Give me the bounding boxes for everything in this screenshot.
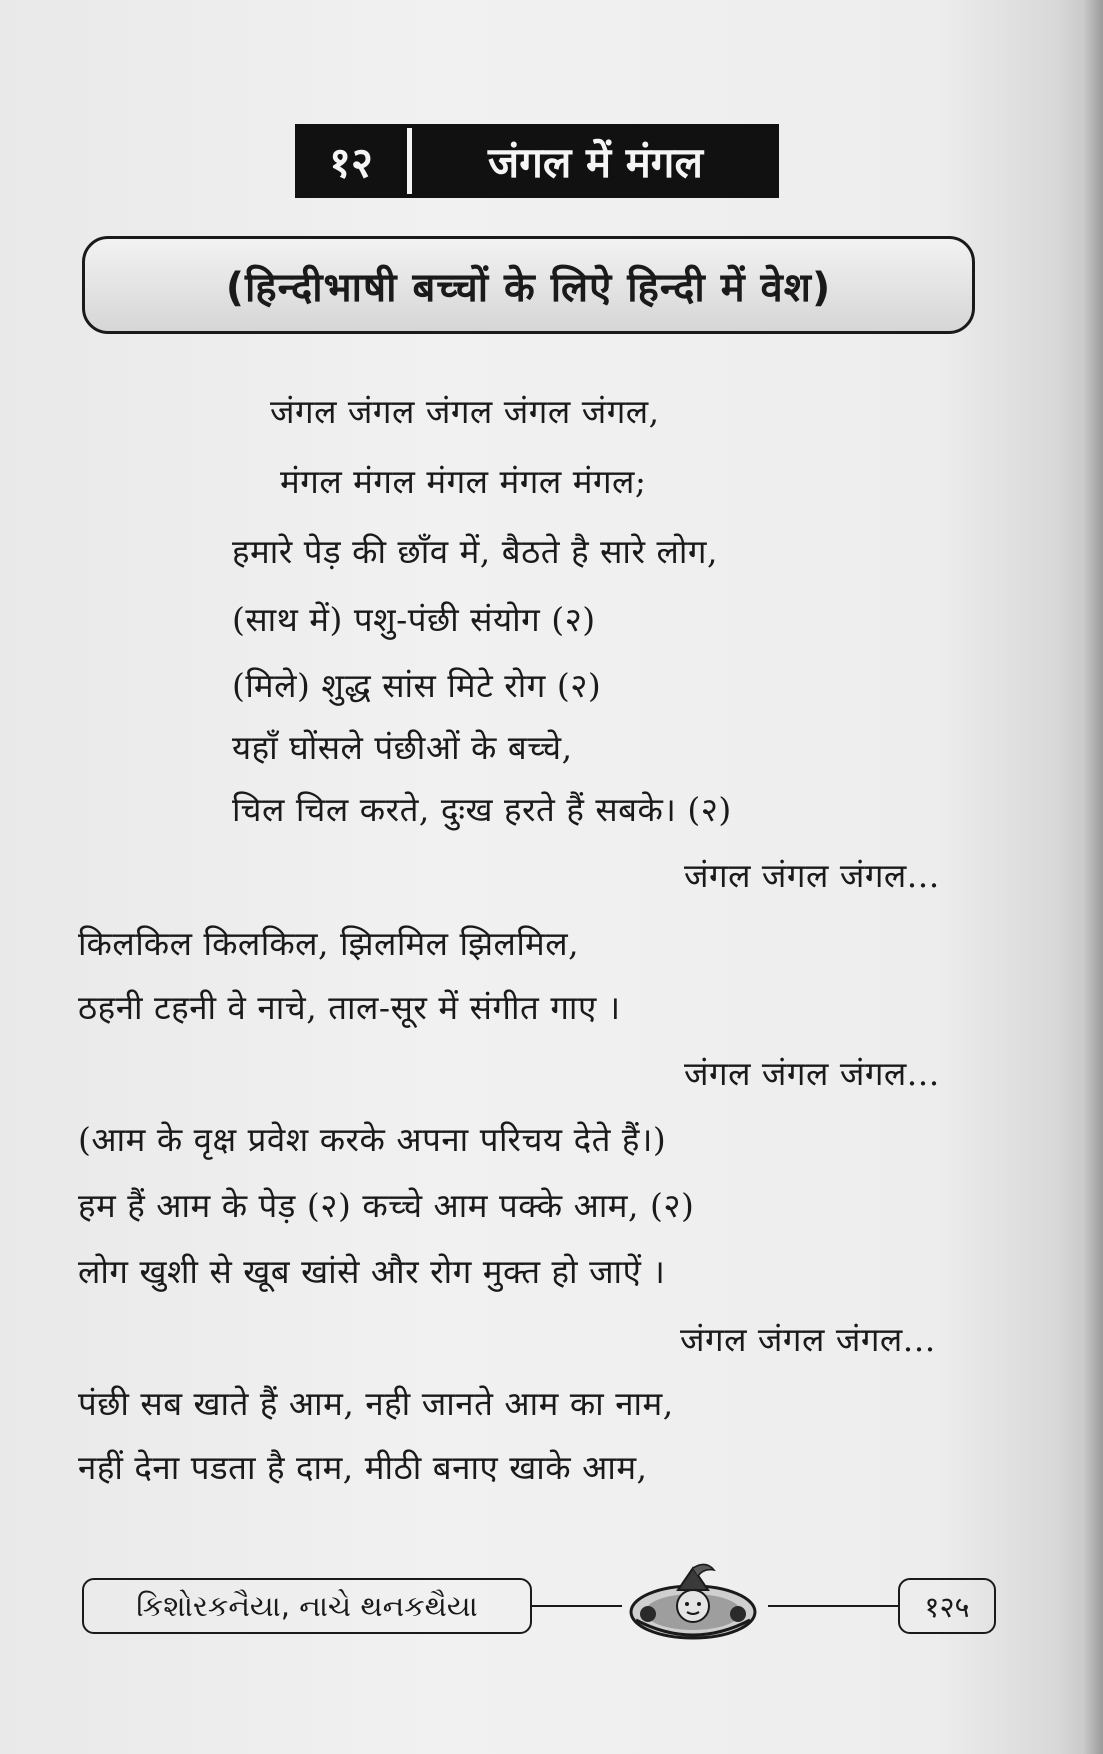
poem-line: पंछी सब खाते हैं आम, नही जानते आम का नाम, — [78, 1384, 674, 1423]
subtitle-text: (हिन्दीभाषी बच्चों के लिऐ हिन्दी में वेश) — [225, 264, 832, 311]
poem-refrain: जंगल जंगल जंगल... — [684, 856, 940, 895]
poem-line: (मिले) शुद्ध सांस मिटे रोग (२) — [232, 666, 602, 705]
poem-line: जंगल जंगल जंगल जंगल जंगल, — [270, 392, 660, 431]
footer-rule-right — [768, 1605, 900, 1607]
poem-refrain: जंगल जंगल जंगल... — [684, 1054, 940, 1093]
poem-line: मंगल मंगल मंगल मंगल मंगल; — [280, 462, 647, 501]
poem-line: किलकिल किलकिल, झिलमिल झिलमिल, — [78, 924, 580, 963]
book-spine-shadow — [1081, 0, 1103, 1754]
page-number: १२५ — [924, 1589, 970, 1624]
book-title-box — [82, 1578, 532, 1634]
book-title: કિશોરકનૈયા, નાચે થનકથૈયા — [136, 1588, 478, 1623]
chapter-title-banner — [295, 124, 779, 198]
stage-direction: (आम के वृक्ष प्रवेश करके अपना परिचय देते हैं।) — [78, 1120, 667, 1159]
poem-line: (साथ में) पशु-पंछी संयोग (२) — [232, 600, 596, 639]
poem-line: यहाँ घोंसले पंछीओं के बच्चे, — [232, 728, 573, 767]
subtitle-box — [82, 236, 975, 334]
chapter-number: १२ — [329, 137, 373, 187]
poem-refrain: जंगल जंगल जंगल... — [680, 1320, 936, 1359]
page-number-box — [898, 1578, 996, 1634]
poem-line: हम हैं आम के पेड़ (२) कच्चे आम पक्के आम, (२) — [78, 1186, 695, 1225]
footer-rule-left — [532, 1605, 622, 1607]
chapter-title: जंगल में मंगल — [488, 137, 703, 187]
poem-line: हमारे पेड़ की छाँव में, बैठते है सारे लोग, — [232, 532, 718, 571]
poem-line: चिल चिल करते, दुःख हरते हैं सबके। (२) — [232, 790, 732, 829]
poem-line: लोग खुशी से खूब खांसे और रोग मुक्त हो जाऐं । — [78, 1252, 666, 1291]
krishna-emblem-icon — [618, 1554, 768, 1654]
poem-line: ठहनी टहनी वे नाचे, ताल-सूर में संगीत गाए । — [78, 988, 621, 1027]
poem-line: नहीं देना पडता है दाम, मीठी बनाए खाके आम, — [78, 1448, 648, 1487]
